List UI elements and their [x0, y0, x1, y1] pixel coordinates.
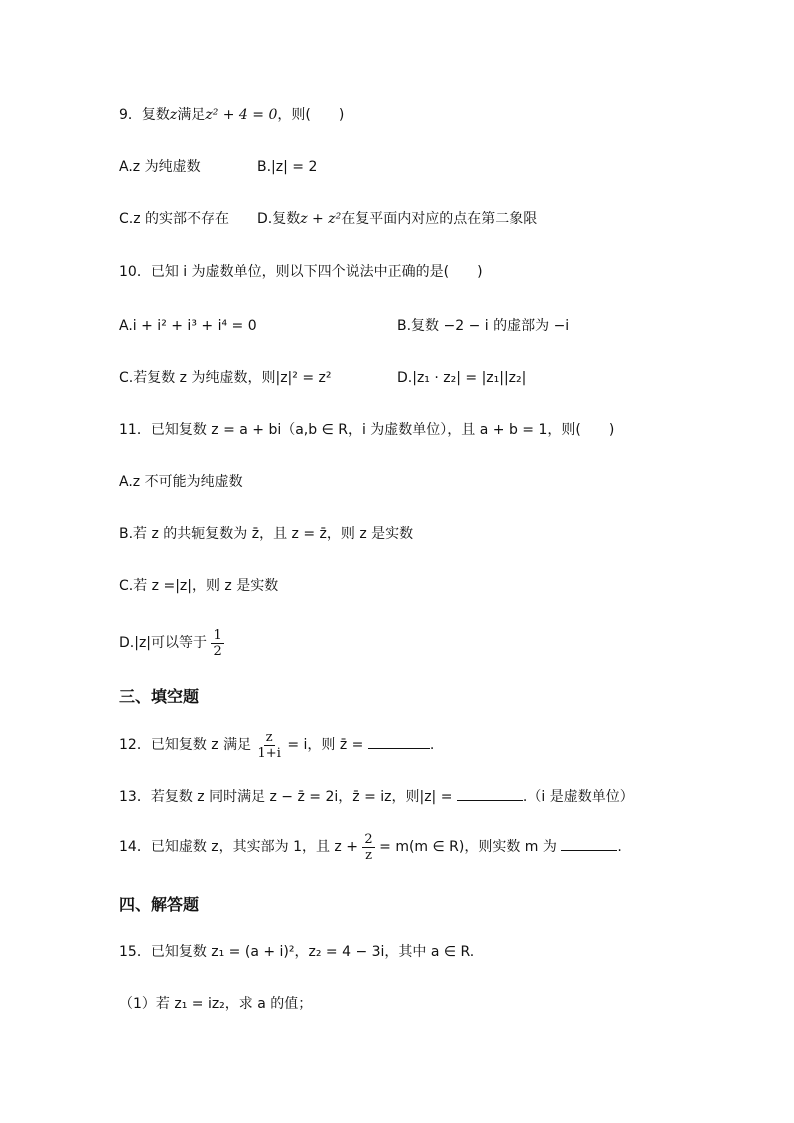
q14-pre: 14．已知虚数 z，其实部为 1，且 z +	[119, 839, 358, 855]
q9-var-z: z	[169, 107, 178, 123]
q11-option-c: C.若 z =|z|，则 z 是实数	[119, 578, 279, 594]
q11-option-a: A.z 不可能为纯虚数	[119, 474, 243, 490]
q9-option-c: C.z 的实部不存在	[119, 211, 230, 227]
q10-option-b: B.复数 −2 − i 的虚部为 −i	[397, 318, 570, 334]
q11-stem: 11．已知复数 z = a + bi（a,b ∈ R，i 为虚数单位），且 a + b = 1，则( )	[119, 422, 615, 438]
q11-option-b: B.若 z 的共轭复数为 z̄，且 z = z̄，则 z 是实数	[119, 526, 414, 542]
q9-equation: z² + 4 = 0	[205, 107, 278, 123]
q10-option-a: A.i + i² + i³ + i⁴ = 0	[119, 318, 257, 334]
q9-d-expr: z + z²	[300, 211, 342, 227]
q9-option-b: B.|z| = 2	[257, 159, 318, 175]
q13-answer-blank[interactable]	[457, 786, 523, 801]
q10-stem: 10．已知 i 为虚数单位，则以下四个说法中正确的是( )	[119, 264, 483, 280]
q9-d-pre: D.复数	[257, 211, 301, 227]
q11-d-pre: D.|z|可以等于	[119, 635, 208, 651]
q12-numerator: z	[265, 729, 273, 745]
q15-part1: （1）若 z₁ = iz₂，求 a 的值；	[119, 996, 313, 1012]
q13-post: .（i 是虚数单位）	[522, 789, 634, 805]
q9-option-d	[257, 209, 537, 229]
q12-fraction	[256, 730, 283, 761]
q11-d-denominator: 2	[213, 643, 222, 659]
q12-answer-blank[interactable]	[368, 734, 430, 749]
q14-post: = m(m ∈ R)，则实数 m 为	[379, 839, 557, 855]
q14-denominator: z	[365, 847, 372, 863]
q14-end: .	[617, 839, 622, 855]
q9-cond: 满足	[177, 107, 206, 123]
section-fill-in-title: 三、填空题	[119, 687, 200, 706]
q11-d-fraction	[211, 628, 223, 659]
q11-d-numerator: 1	[213, 627, 222, 643]
q15-stem: 15．已知复数 z₁ = (a + i)²，z₂ = 4 − 3i，其中 a ∈ R.	[119, 944, 475, 960]
q14-numerator: 2	[364, 831, 373, 847]
q9-d-post: 在复平面内对应的点在第二象限	[341, 211, 538, 227]
q11-option-d	[119, 624, 224, 662]
q14	[119, 828, 622, 866]
q14-answer-blank[interactable]	[561, 836, 617, 851]
section-solve-title: 四、解答题	[119, 895, 200, 914]
q9-tail: ，则( )	[277, 107, 345, 123]
q12-denominator: 1+i	[257, 745, 281, 761]
q12-post: = i，则 z̄ =	[287, 737, 364, 753]
q12	[119, 726, 434, 764]
q13-pre: 13．若复数 z 同时满足 z − z̄ = 2i，z̄ = iz，则|z| =	[119, 789, 453, 805]
q14-fraction	[362, 832, 374, 863]
q10-option-d: D.|z₁ · z₂| = |z₁||z₂|	[397, 370, 527, 386]
q13	[119, 786, 634, 807]
q9-stem	[119, 105, 344, 125]
q9-stem-label: 9．复数	[119, 107, 170, 123]
q12-pre: 12．已知复数 z 满足	[119, 737, 252, 753]
q12-end: .	[429, 737, 435, 753]
q10-option-c: C.若复数 z 为纯虚数，则|z|² = z²	[119, 370, 332, 386]
q9-option-a: A.z 为纯虚数	[119, 159, 201, 175]
